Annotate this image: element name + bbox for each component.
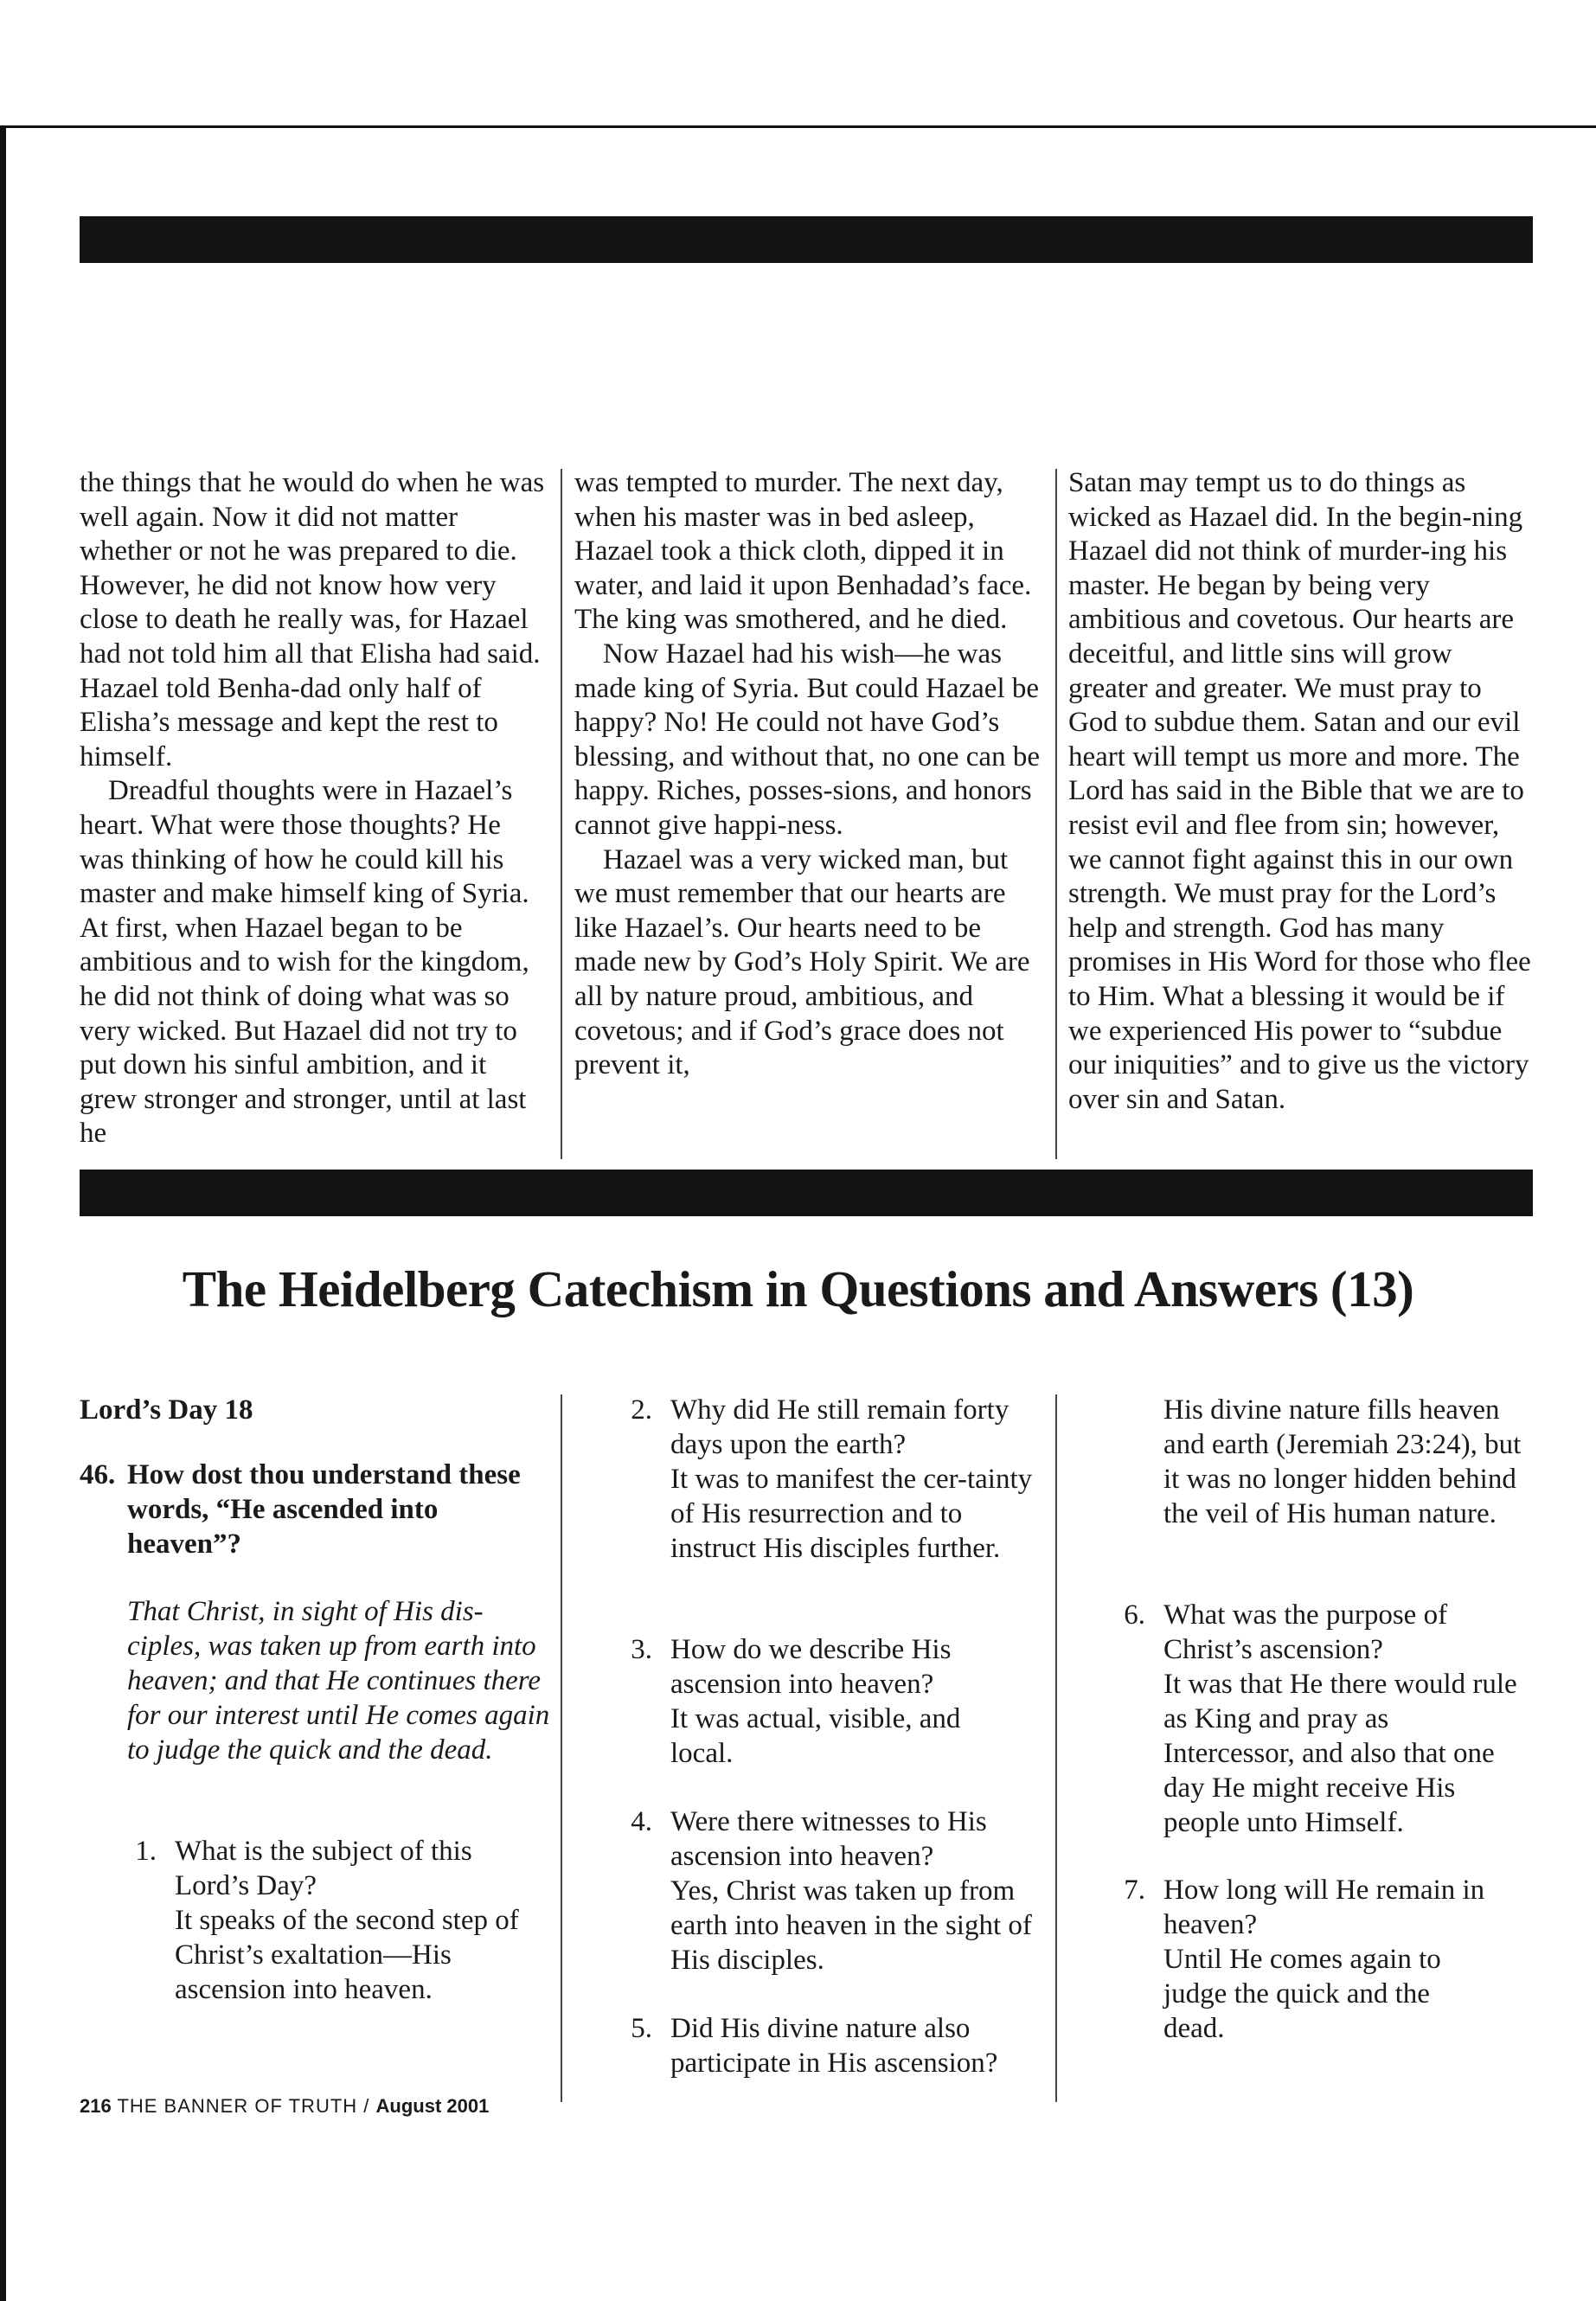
item-number: 4. <box>631 1806 652 1837</box>
page-footer <box>80 2093 489 2119</box>
item-answer: It speaks of the second step of Christ’s exaltation—His ascension into heaven. <box>175 1905 519 2005</box>
section-black-bar <box>80 1170 1533 1216</box>
story-column-1 <box>80 466 547 1151</box>
page-number: 216 <box>80 2095 112 2117</box>
item-question: What is the subject of this Lord’s Day? <box>175 1836 472 1901</box>
issue-date: August 2001 <box>375 2095 490 2117</box>
story-paragraph: Now Hazael had his wish—he was made king of Syria. But could Hazael be happy? No! He could not have God’s blessing, and without that, no one can be happy. Riches, posses-sions, and honors cannot give happi-ness. <box>574 638 1040 841</box>
story-column-2 <box>574 466 1042 1083</box>
column-divider <box>1055 1394 1057 2102</box>
item-answer: It was actual, visible, and local. <box>670 1703 961 1769</box>
left-page-edge <box>0 125 6 2301</box>
publication-name: THE BANNER OF TRUTH <box>117 2095 358 2117</box>
item-question: Did His divine nature also participate in His ascension? <box>670 2013 998 2079</box>
header-black-bar <box>80 216 1533 263</box>
item-answer: Yes, Christ was taken up from earth into heaven in the sight of His disciples. <box>670 1875 1032 1976</box>
catechism-answer: That Christ, in sight of His dis-ciples, was taken up from earth into heaven; and that He continues there for our interest until He comes again to judge the quick and the dead. <box>127 1596 550 1766</box>
item-answer: His divine nature fills heaven and earth (Jeremiah 23:24), but it was no longer hidden behind the veil of His human nature. <box>1163 1394 1522 1529</box>
catechism-question: How dost thou understand these words, “He ascended into heaven”? <box>127 1459 521 1560</box>
story-paragraph: Hazael was a very wicked man, but we must remember that our hearts are like Hazael’s. Our hearts need to be made new by God’s Holy Spirit. We are all by nature proud, ambitious, and covetous; and if God’s grace does not prevent it, <box>574 843 1030 1081</box>
item-answer: Until He comes again to judge the quick and the dead. <box>1163 1944 1441 2044</box>
lords-day-heading: Lord’s Day 18 <box>80 1394 253 1426</box>
item-question: Why did He still remain forty days upon the earth? <box>670 1394 1010 1460</box>
story-column-3 <box>1068 466 1535 1117</box>
item-question: How do we describe His ascension into heaven? <box>670 1634 952 1700</box>
item-answer: It was that He there would rule as King and pray as Intercessor, and also that one day He might receive His people unto Himself. <box>1163 1669 1517 1838</box>
column-divider <box>561 469 562 1159</box>
footer-separator: / <box>363 2095 370 2117</box>
item-number: 3. <box>631 1634 652 1665</box>
top-border-rule <box>0 125 1596 128</box>
story-paragraph: Dreadful thoughts were in Hazael’s heart. What were those thoughts? He was thinking of how he could kill his master and make himself king of Syria. At first, when Hazael began to be ambitious and to wish for the kingdom, he did not think of doing what was so very wicked. But Hazael did not try to put down his sinful ambition, and it grew stronger and stronger, until at last he <box>80 775 529 1150</box>
story-paragraph: the things that he would do when he was well again. Now it did not matter whether or not he was prepared to die. However, he did not know how very close to death he really was, for Hazael had not told him all that Elisha had said. Hazael told Benha-dad only half of Elisha’s message and kept the rest to himself. <box>80 467 545 772</box>
item-number: 1. <box>135 1836 157 1867</box>
item-number: 5. <box>631 2013 652 2044</box>
item-answer: It was to manifest the cer-tainty of His resurrection and to instruct His disciples further. <box>670 1464 1033 1564</box>
item-question: Were there witnesses to His ascension into heaven? <box>670 1806 987 1872</box>
story-paragraph: was tempted to murder. The next day, when his master was in bed asleep, Hazael took a thick cloth, dipped it in water, and laid it upon Benhadad’s face. The king was smothered, and he died. <box>574 467 1032 636</box>
catechism-title: The Heidelberg Catechism in Questions and Answers (13) <box>182 1260 1414 1317</box>
item-question: How long will He remain in heaven? <box>1163 1875 1485 1940</box>
column-divider <box>1055 469 1057 1159</box>
item-number: 7. <box>1124 1875 1145 1906</box>
story-paragraph: Satan may tempt us to do things as wicked as Hazael did. In the begin-ning Hazael did not think of murder-ing his master. He began by being very ambitious and covetous. Our hearts are deceitful, and little sins will grow greater and greater. We must pray to God to subdue them. Satan and our evil heart will tempt us more and more. The Lord has said in the Bible that we are to resist evil and flee from sin; however, we cannot fight against this in our own strength. We must pray for the Lord’s help and strength. God has many promises in His Word for those who flee to Him. What a blessing it would be if we experienced His power to “subdue our iniquities” and to give us the victory over sin and Satan. <box>1068 467 1531 1115</box>
question-number: 46. <box>80 1459 116 1490</box>
item-question: What was the purpose of Christ’s ascension? <box>1163 1599 1448 1665</box>
item-number: 2. <box>631 1394 652 1426</box>
column-divider <box>561 1394 562 2102</box>
item-number: 6. <box>1124 1599 1145 1631</box>
